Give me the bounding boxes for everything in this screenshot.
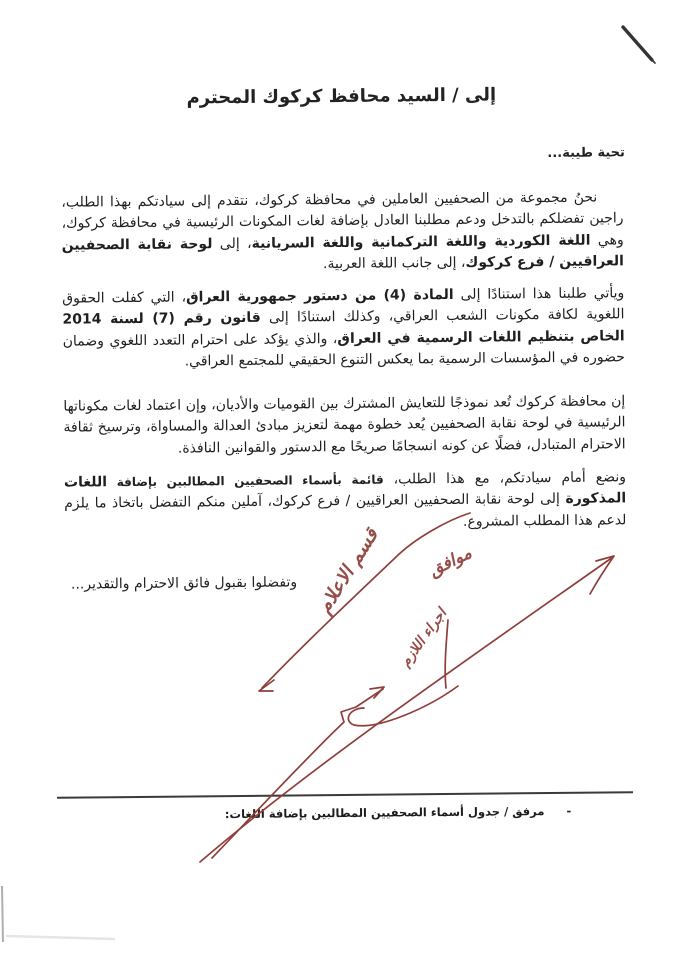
handwritten-approval-word: موافق — [425, 543, 476, 581]
letter-greeting: تحية طيبة... — [547, 145, 625, 162]
law-2014-bold-text: قانون رقم (7) لسنة 2014 الخاص بتنظيم اللغات الرسمية في العراق — [62, 310, 625, 347]
scan-edge-artifact — [2, 886, 3, 942]
languages-bold-text: اللغة الكوردية واللغة التركمانية واللغة السريانية — [251, 232, 591, 252]
paragraph-coexistence — [63, 391, 626, 461]
footer-divider-line — [57, 791, 633, 799]
footnote-dash: - — [566, 803, 572, 818]
letter-title: إلى / السيد محافظ كركوك المحترم — [186, 84, 497, 109]
attachment-footnote — [225, 804, 571, 821]
paragraph-text: ، التي كفلت الحقوق اللغوية لكافة مكونات الشعب العراقي، وكذلك استنادًا إلى — [62, 289, 625, 327]
paragraph-text: ، إلى — [212, 235, 252, 253]
journalists-list-bold-text: قائمة بأسماء الصحفيين المطالبين بإضافة — [106, 472, 384, 490]
paragraph-legal-basis — [62, 283, 625, 374]
paragraph-text: ونضع أمام سيادتكم، مع هذا الطلب، — [383, 469, 627, 488]
paragraph-text: ، والذي يؤكد على احترام التعدد اللغوي وضمان حضوره في المؤسسات الرسمية بما يعكس التنوع الحقيقي للمجتمع العراقي. — [62, 330, 625, 370]
paragraph-request — [61, 187, 624, 278]
letter-closing: وتفضلوا بقبول فائق الاحترام والتقدير... — [70, 574, 298, 593]
handwritten-action-word: اجراء اللازم — [397, 605, 451, 671]
constitution-article-bold-text: المادة (4) من دستور جمهورية العراق — [186, 286, 454, 306]
paragraph-attachment-intro — [64, 467, 627, 537]
paragraph-text: إن محافظة كركوك تُعد نموذجًا للتعايش المشترك بين القوميات والأديان، وإن اعتماد لغات مكوناتها الرئيسية في لوحة نقابة الصحفيين يُعد خطوة مهمة لتعزيز مبادئ العدالة والمساواة، وترسيخ ثقافة الاحترام المتبادل، فضلًا عن كونه انسجامًا صريحًا مع الدستور والقوانين النافذة. — [63, 393, 626, 457]
paragraph-text: ويأتي طلبنا هذا استنادًا إلى — [453, 285, 625, 303]
handwritten-note-media-department: قسم الاعلام — [313, 524, 383, 618]
footnote-text: مرفق / جدول أسماء الصحفيين المطالبين بإضافة اللغات: — [224, 804, 545, 822]
paragraph-text: نحنُ مجموعة من الصحفيين العاملين في محافظة كركوك، نتقدم إلى سيادتكم بهذا الطلب، راجين تفضلكم بالتدخل ودعم مطلبنا العادل بإضافة لغات المكونات الرئيسية في محافظة كركوك، وهي — [61, 189, 624, 249]
mentioned-languages-bold-text: اللغات المذكورة — [63, 474, 627, 508]
paragraph-text: إلى لوحة نقابة الصحفيين العراقيين / فرع كركوك، آملين منكم التفضل باتخاذ ما يلزم لدعم هذا المطلب المشروع. — [64, 491, 627, 530]
paragraph-text: ، إلى جانب اللغة العربية. — [322, 255, 466, 273]
syndicate-board-bold-text: لوحة نقابة الصحفيين العراقيين / فرع كركوك — [61, 236, 624, 272]
